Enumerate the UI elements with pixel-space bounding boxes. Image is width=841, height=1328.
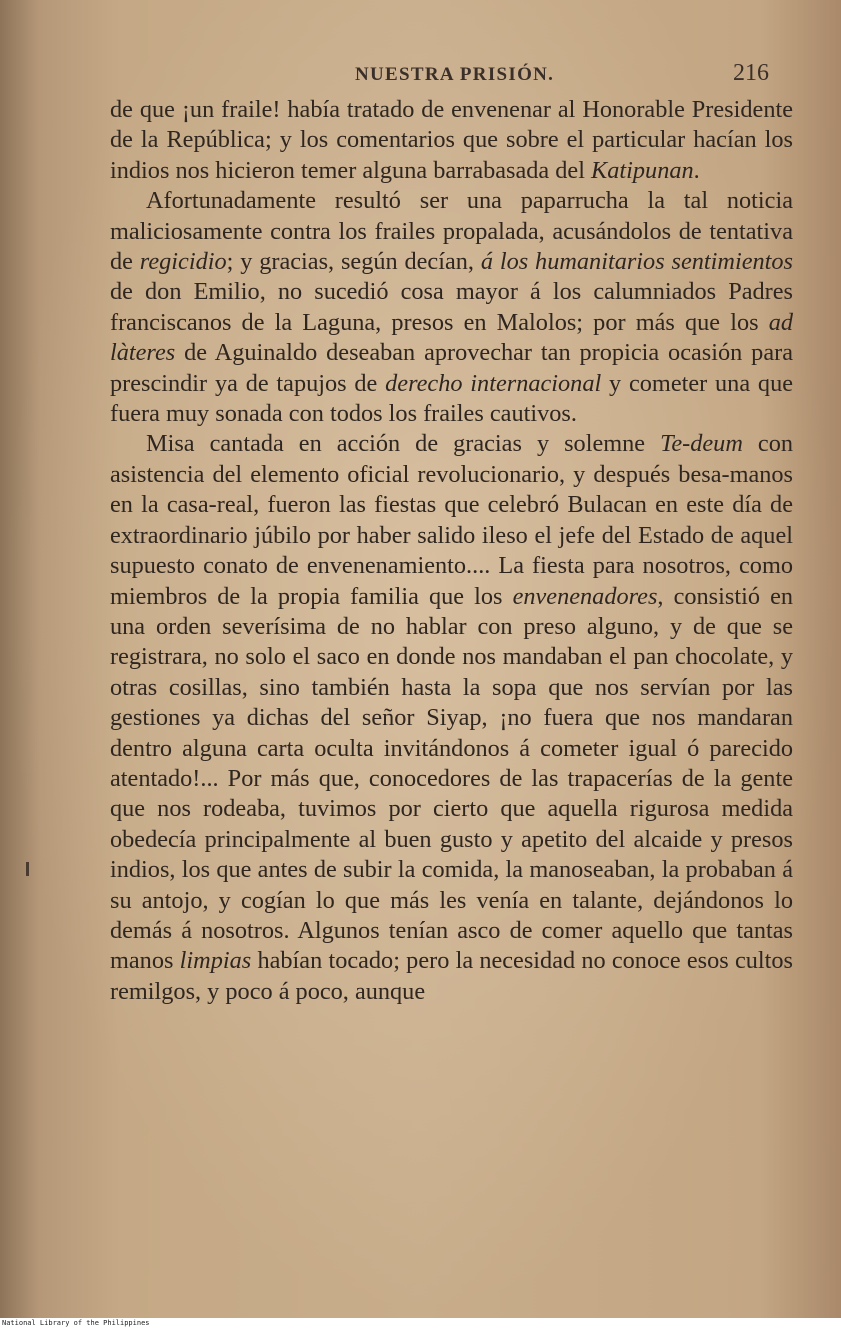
text-run: de don Emilio, no sucedió cosa mayor á los calumniados Padres franciscanos de la Laguna, presos en Malolos; por más que los [110,278,793,336]
page-number: 216 [733,60,769,86]
text-run: con asistencia del elemento oficial revolucionario, y después besa-manos en la casa-real, fueron las fiestas que celebró Bulacan en este día de extraordinario júbilo por haber salido ileso el jefe del Estado de aquel supuesto conato de envenenamiento.... La fiesta para nosotros, como miembros de la propia familia que los [110,430,793,610]
text-run: habían tocado; pero la necesidad no conoce esos cultos remilgos, y poco á poco, aunque [110,947,794,1005]
italic-phrase: regicidio [139,248,227,276]
running-head [0,60,841,90]
italic-phrase: á los humanitarios sentimientos [480,248,793,276]
running-head-title: NUESTRA PRISIÓN. [355,64,555,85]
library-footer [0,1318,841,1328]
italic-phrase: envenenadores [512,582,658,610]
text-run: de que ¡un fraile! había tratado de envenenar al Honorable Presidente de la República; y los comentarios que sobre el particular hacían los indios nos hicieron temer alguna barrabasada del [110,96,793,184]
paragraph-3 [110,429,793,1007]
margin-mark [26,862,29,876]
text-run: Misa cantada en acción de gracias y solemne [146,430,661,458]
italic-phrase: derecho internacional [385,369,602,397]
italic-phrase: Katipunan [591,156,694,184]
text-run: de Aguinaldo deseaban aprovechar tan propicia ocasión para prescindir ya de tapujos de [110,339,793,397]
italic-phrase: ad làteres [110,308,793,367]
text-run: ; y gracias, según decían, [226,248,481,276]
text-run: . [693,156,700,184]
text-run: , consistió en una orden severísima de no hablar con preso alguno, y de que se registrara, no solo el saco en donde nos mandaban el pan chocolate, y otras cosillas, sino también hasta la sopa que nos servían por las gestiones ya dichas del señor Siyap, ¡no fuera que nos mandaran dentro alguna carta oculta invitándonos á cometer igual ó parecido atentado!... Por más que, conocedores de las trapacerías de la gente que nos rodeaba, tuvimos por cierto que aquella rigurosa medida obedecía principalmente al buen gusto y apetito del alcaide y presos indios, los que antes de subir la comida, la manoseaban, la probaban á su antojo, y cogían lo que más les venía en talante, dejándonos lo demás á nosotros. Algunos tenían asco de comer aquello que tantas manos [110,582,793,975]
paragraph-1 [110,95,793,186]
italic-phrase: limpias [179,947,252,975]
italic-phrase: Te-deum [660,430,743,458]
body-text [110,95,793,1007]
text-run: Afortunadamente resultó ser una paparrucha la tal noticia maliciosamente contra los frailes propalada, acusándolos de tentativa de [110,187,793,276]
text-run: y cometer una que fuera muy sonada con todos los frailes cautivos. [110,369,793,428]
paragraph-2 [110,186,793,429]
library-credit: National Library of the Philippines [2,1319,150,1327]
